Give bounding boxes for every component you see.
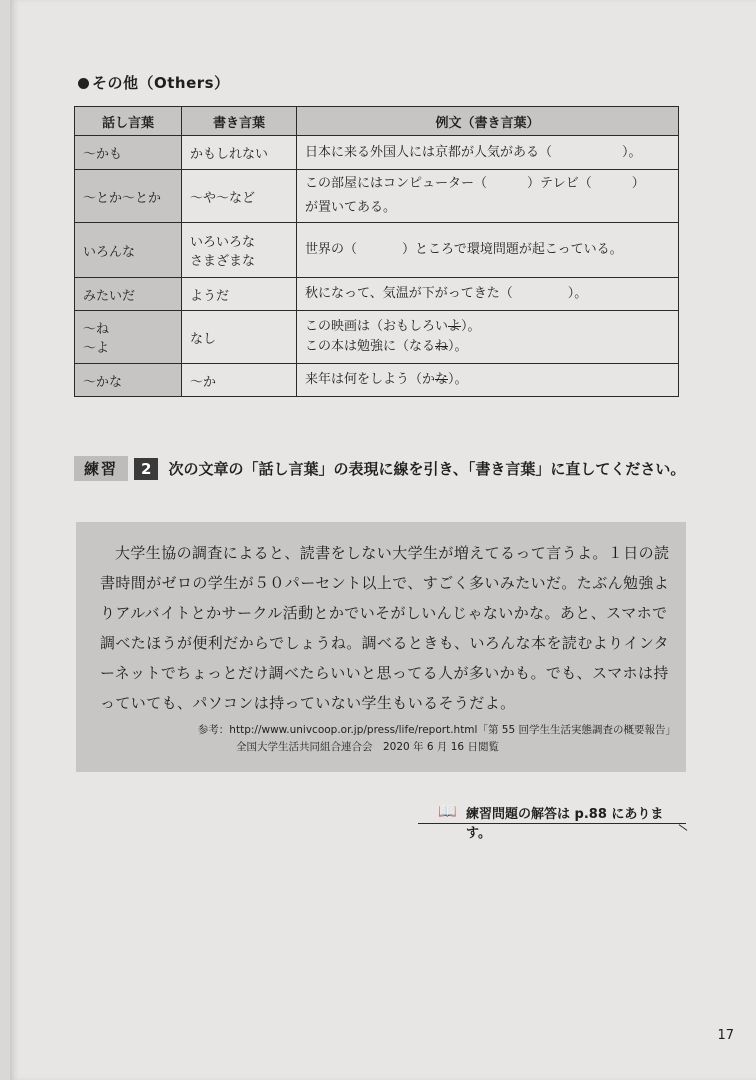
written-text: いろいろな (190, 235, 256, 250)
table-row (75, 311, 679, 364)
exercise-number: 2 (134, 458, 158, 480)
example-text: ） (631, 176, 645, 191)
example-text: ）。 (567, 286, 588, 301)
section-title (78, 72, 230, 93)
written-cell: なし (182, 311, 297, 364)
spoken-cell (75, 311, 182, 364)
written-cell: 〜か (182, 364, 297, 397)
example-cell (297, 278, 679, 311)
table-row (75, 278, 679, 311)
exercise-instruction: 次の文章の「話し言葉」の表現に線を引き、「書き言葉」に直してください。 (168, 460, 686, 478)
example-text: 世界の（ (305, 242, 358, 257)
reference-line: 全国大学生活共同組合連合会 2020 年 6 月 16 日閲覧 (236, 741, 499, 753)
example-text: この映画は（おもしろい (305, 319, 449, 334)
table-header-row (75, 107, 679, 136)
spoken-cell: 〜とか〜とか (75, 170, 182, 223)
written-cell: ようだ (182, 278, 297, 311)
section-title-text: その他（Others） (92, 74, 230, 92)
spoken-cell: いろんな (75, 223, 182, 278)
example-text: が置いてある。 (305, 200, 397, 215)
example-end: ）。 (622, 144, 642, 160)
answer-note (418, 802, 686, 841)
written-cell (182, 223, 297, 278)
example-text: 日本に来る外国人には京都が人気がある（ (305, 144, 553, 160)
table-row (75, 223, 679, 278)
page-number: 17 (717, 1028, 734, 1043)
example-text: ）。 (448, 339, 468, 354)
example-text: 来年は何をしよう（か (305, 372, 436, 387)
underline-divider (418, 823, 686, 824)
passage-text: 大学生協の調査によると、読書をしない大学生が増えてるって言うよ。１日の読書時間がゼロの学生が５０パーセント以上で、すごく多いみたいだ。たぶん勉強よりアルバイトとかサークル活動とかでいそがしいんじゃないかな。あと、スマホで調べたほうが便利だからでしょうね。調べるときも、いろんな本を読むよりインターネットでちょっとだけ調べたらいいと思ってる人が多いかも。でも、スマホは持っていても、パソコンは持っていない学生もいるそうだよ。 (100, 544, 670, 712)
example-cell (297, 136, 679, 170)
bullet-dot-icon (78, 78, 89, 89)
example-text: この本は勉強に（なる (305, 339, 436, 354)
spoken-cell: みたいだ (75, 278, 182, 311)
reference (76, 722, 676, 756)
reference-line: 参考：http://www.univcoop.or.jp/press/life/report.html「第 55 回学生生活実態調査の概要報告」 (197, 724, 676, 736)
struck-text: よ (448, 319, 462, 334)
header-written: 書き言葉 (182, 107, 297, 136)
spoken-text: 〜ね (83, 322, 110, 337)
written-cell: 〜や〜など (182, 170, 297, 223)
book-icon: 📖 (438, 802, 457, 820)
header-spoken: 話し言葉 (75, 107, 182, 136)
example-text: この部屋にはコンピューター（ (305, 176, 488, 191)
header-example: 例文（書き言葉） (297, 107, 679, 136)
example-text: 秋になって、気温が下がってきた（ (305, 286, 513, 301)
example-cell (297, 311, 679, 364)
vocabulary-table (74, 106, 679, 397)
written-text: さまざまな (190, 254, 256, 269)
example-cell (297, 223, 679, 278)
example-text: ）。 (461, 319, 481, 334)
table-row (75, 170, 679, 223)
table-row (75, 136, 679, 170)
exercise-label: 練習 (74, 456, 128, 481)
answer-note-text: 練習問題の解答は p.88 にあります。 (466, 807, 664, 841)
example-text: ）。 (448, 372, 468, 387)
spoken-text: 〜よ (83, 341, 110, 356)
document-page (10, 0, 756, 1080)
reading-passage (76, 522, 686, 772)
spoken-cell: 〜かも (75, 136, 182, 170)
struck-text: ね (435, 339, 449, 354)
passage-body (100, 538, 672, 718)
written-cell: かもしれない (182, 136, 297, 170)
table-row (75, 364, 679, 397)
spoken-cell: 〜かな (75, 364, 182, 397)
example-cell (297, 364, 679, 397)
struck-text: な (435, 372, 449, 387)
example-text: ）ところで環境問題が起こっている。 (402, 242, 623, 257)
example-cell (297, 170, 679, 223)
exercise-heading (74, 456, 685, 481)
example-text: ）テレビ（ (527, 176, 592, 191)
